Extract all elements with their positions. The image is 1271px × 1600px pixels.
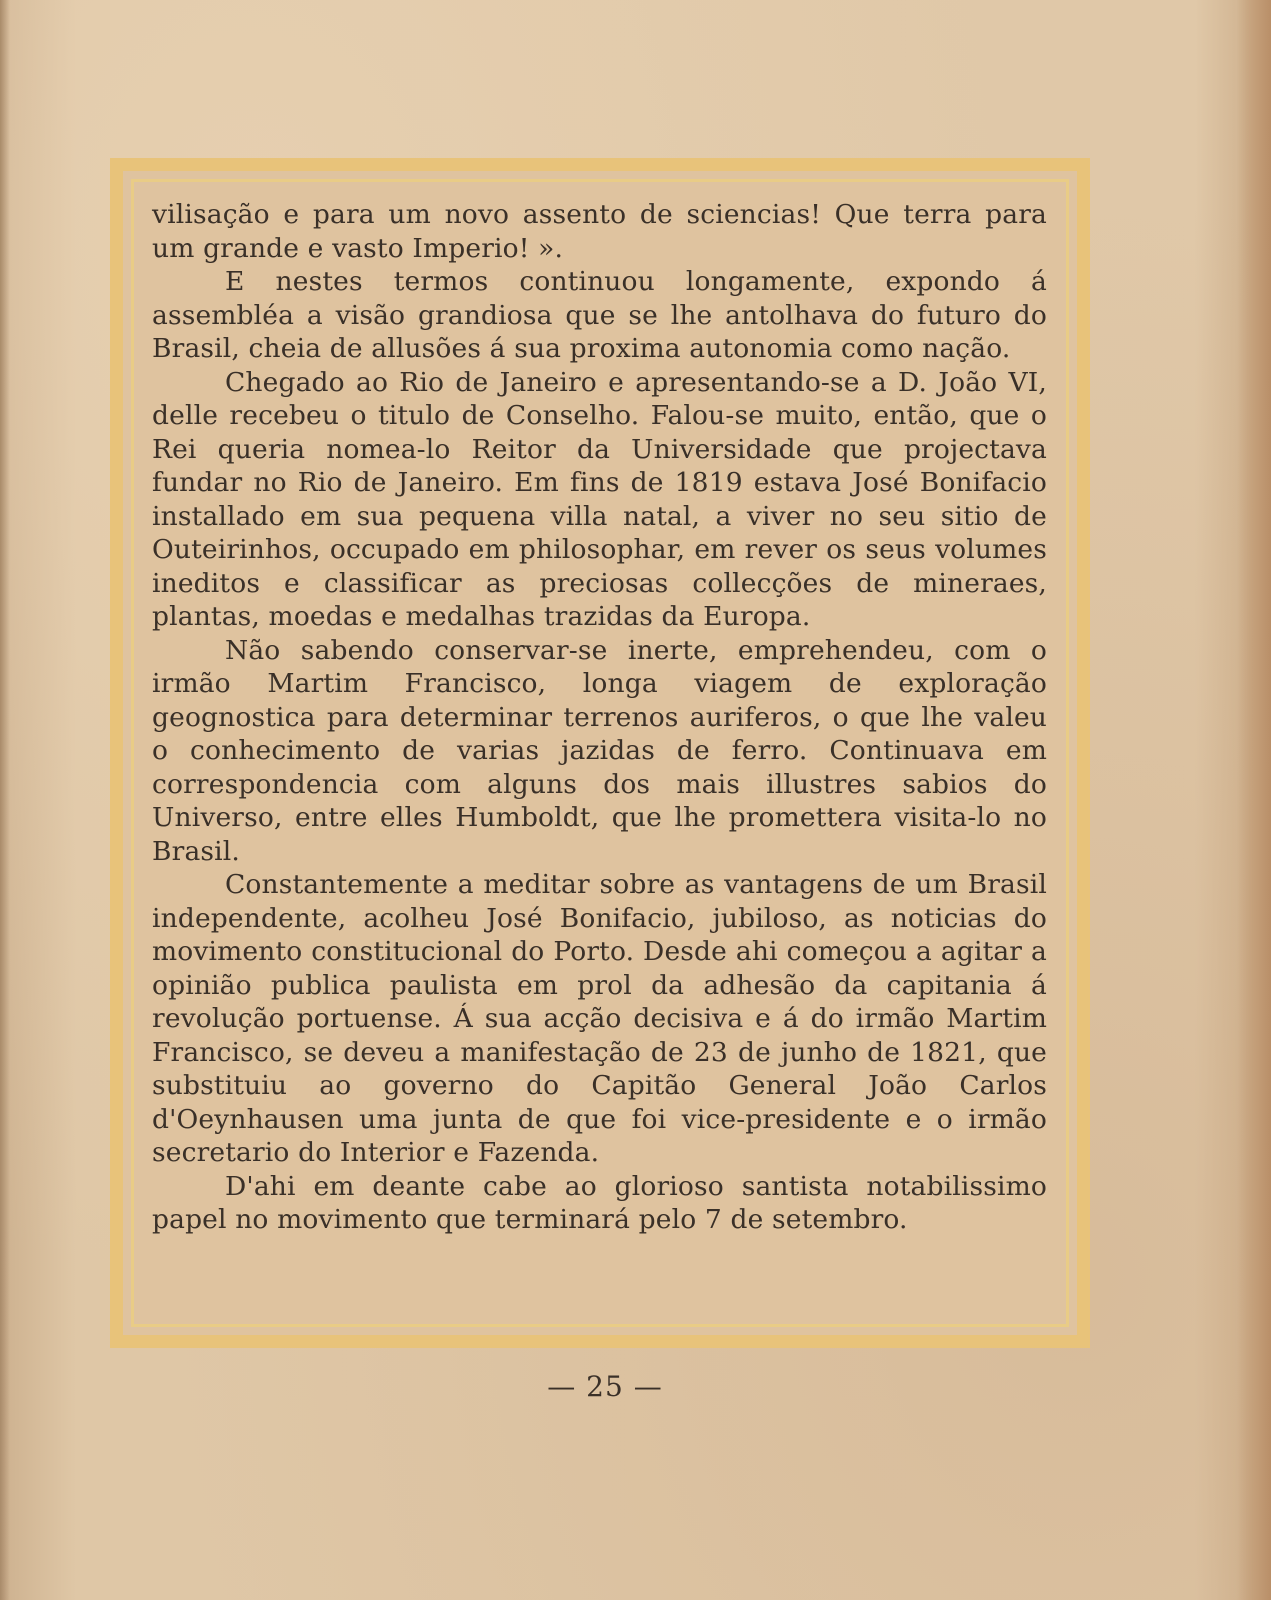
page-left-edge <box>0 0 10 1600</box>
paragraph: Chegado ao Rio de Janeiro e apresentando-se a D. João VI, delle recebeu o titulo de Conselho. Falou-se muito, então, que o Rei queria nomea-lo Reitor da Universidade que projectava fundar no Rio de Janeiro. Em fins de 1819 estava José Bonifacio installado em sua pequena villa natal, a viver no seu sitio de Outeirinhos, occupado em philosophar, em rever os seus volumes ineditos e classificar as preciosas collecções de mineraes, plantas, moedas e medalhas trazidas da Europa. <box>152 366 1047 632</box>
paragraph: E nestes termos continuou longamente, expondo á assembléa a visão grandiosa que se lhe antolhava do futuro do Brasil, cheia de allusões á sua proxima autonomia como nação. <box>152 266 1047 364</box>
paragraph: Constantemente a meditar sobre as vantagens de um Brasil independente, acolheu José Bonifacio, jubiloso, as noticias do movimento constitucional do Porto. Desde ahi começou a agitar a opinião publica paulista em prol da adhesão da capitania á revolução portuense. Á sua acção decisiva e á do irmão Martim Francisco, se deveu a manifestação de 23 de junho de 1821, que substituiu ao governo do Capitão General João Carlos d'Oeynhausen uma junta de que foi vice-presidente e o irmão secretario do Interior e Fazenda. <box>152 869 1047 1168</box>
paragraph: vilisação e para um novo assento de sciencias! Que terra para um grande e vasto Imperio! ». <box>152 199 1047 264</box>
paragraph: Não sabendo conservar-se inerte, emprehendeu, com o irmão Martim Francisco, longa viagem de exploração geognostica para determinar terrenos auriferos, o que lhe valeu o conhecimento de varias jazidas de ferro. Continuava em correspondencia com alguns dos mais illustres sabios do Universo, entre elles Humboldt, que lhe promettera visita-lo no Brasil. <box>152 634 1047 867</box>
paragraph: D'ahi em deante cabe ao glorioso santista notabilissimo papel no movimento que terminará pelo 7 de setembro. <box>152 1170 1047 1235</box>
page-right-edge <box>1237 0 1271 1600</box>
page-number: — 25 — <box>547 1370 663 1403</box>
body-text <box>152 198 1047 1237</box>
